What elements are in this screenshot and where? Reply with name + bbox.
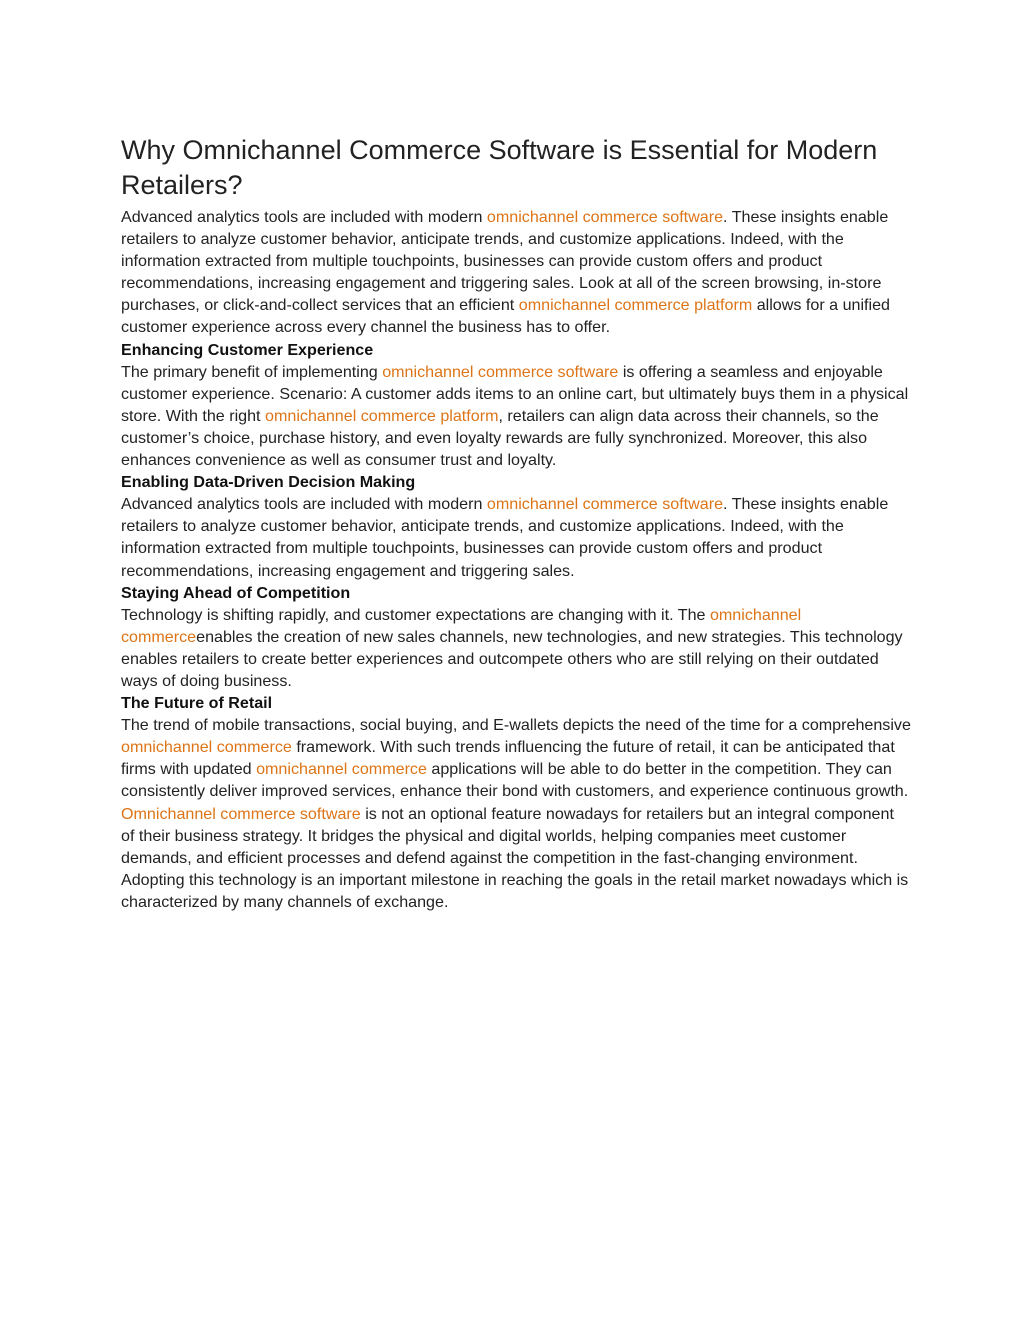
omnichannel-commerce-software-link[interactable]: omnichannel commerce software — [486, 495, 724, 514]
future-paragraph — [121, 714, 911, 802]
omnichannel-commerce-platform-link[interactable]: omnichannel commerce platform — [265, 406, 499, 425]
document-page — [121, 133, 911, 913]
intro-text-2: . These insights enable retailers to analyze customer behavior, anticipate trends, and customize applications. Indeed, with the information extracted from multiple touchpoints, businesses can provide custom offers and product recommendations, increasing engagement and triggering sales. Look at all of the screen browsing, in-store purchases, or click-and-collect services that an efficient — [121, 208, 889, 315]
omnichannel-commerce-platform-link[interactable]: omnichannel commerce platform — [518, 296, 753, 315]
intro-text-1: Advanced analytics tools are included with modern — [121, 208, 487, 226]
competition-paragraph — [121, 604, 911, 692]
future-text-1: The trend of mobile transactions, social buying, and E-wallets depicts the need of the time for a comprehensive — [121, 716, 911, 735]
omnichannel-commerce-link[interactable]: omnichannel commerce — [256, 760, 427, 779]
competition-text-1: Technology is shifting rapidly, and customer expectations are changing with it. The — [121, 605, 710, 624]
future-text-3: applications will be able to do better in the competition. They can consistently deliver improved services, enhance their bond with customers, and experience continuous growth. — [121, 760, 909, 801]
omnichannel-commerce-software-link[interactable]: omnichannel commerce software — [486, 208, 724, 226]
omnichannel-commerce-software-link[interactable]: omnichannel commerce software — [382, 362, 619, 381]
conclusion-paragraph — [121, 803, 911, 913]
experience-text-2: is offering a seamless and enjoyable customer experience. Scenario: A customer adds items to an online cart, but ultimately buys them in a physical store. With the right — [121, 362, 909, 425]
section-heading-future-of-retail: The Future of Retail — [121, 694, 273, 713]
future-text-2: framework. With such trends influencing the future of retail, it can be anticipated that firms with updated — [121, 738, 895, 779]
competition-text-2: enables the creation of new sales channels, new technologies, and new strategies. This technology enables retailers to create better experiences and outcompete others who are still relying on their outdated ways of doing business. — [121, 627, 903, 690]
page-title: Why Omnichannel Commerce Software is Essential for Modern Retailers? — [121, 135, 878, 200]
customer-experience-paragraph — [121, 361, 911, 471]
section-heading-customer-experience: Enhancing Customer Experience — [121, 340, 374, 359]
data-driven-text-2: . These insights enable retailers to analyze customer behavior, anticipate trends, and customize applications. Indeed, with the information extracted from multiple touchpoints, businesses can provide custom offers and product recommendations, increasing engagement and triggering sales. — [121, 495, 889, 580]
omnichannel-commerce-link[interactable]: omnichannel commerce — [121, 738, 292, 757]
section-heading-data-driven: Enabling Data-Driven Decision Making — [121, 473, 416, 492]
experience-text-3: , retailers can align data across their channels, so the customer’s choice, purchase history, and even loyalty rewards are fully synchronized. Moreover, this also enhances convenience as well as consumer trust and loyalty. — [121, 406, 879, 470]
intro-paragraph — [121, 206, 911, 339]
section-heading-competition: Staying Ahead of Competition — [121, 583, 351, 602]
intro-text-3: allows for a unified customer experience across every channel the business has to offer. — [121, 296, 890, 337]
data-driven-text-1: Advanced analytics tools are included with modern — [121, 495, 487, 514]
conclusion-text-1: is not an optional feature nowadays for retailers but an integral component of their business strategy. It bridges the physical and digital worlds, helping companies meet customer demands, and efficient processes and defend against the competition in the fast-changing environment. Adopting this technology is an important milestone in reaching the goals in the retail market nowadays which is characterized by many channels of exchange. — [121, 804, 909, 911]
data-driven-paragraph — [121, 493, 911, 581]
omnichannel-commerce-link[interactable]: omnichannel commerce — [121, 605, 802, 646]
omnichannel-commerce-software-link[interactable]: Omnichannel commerce software — [121, 804, 361, 823]
experience-text-1: The primary benefit of implementing — [121, 362, 383, 381]
